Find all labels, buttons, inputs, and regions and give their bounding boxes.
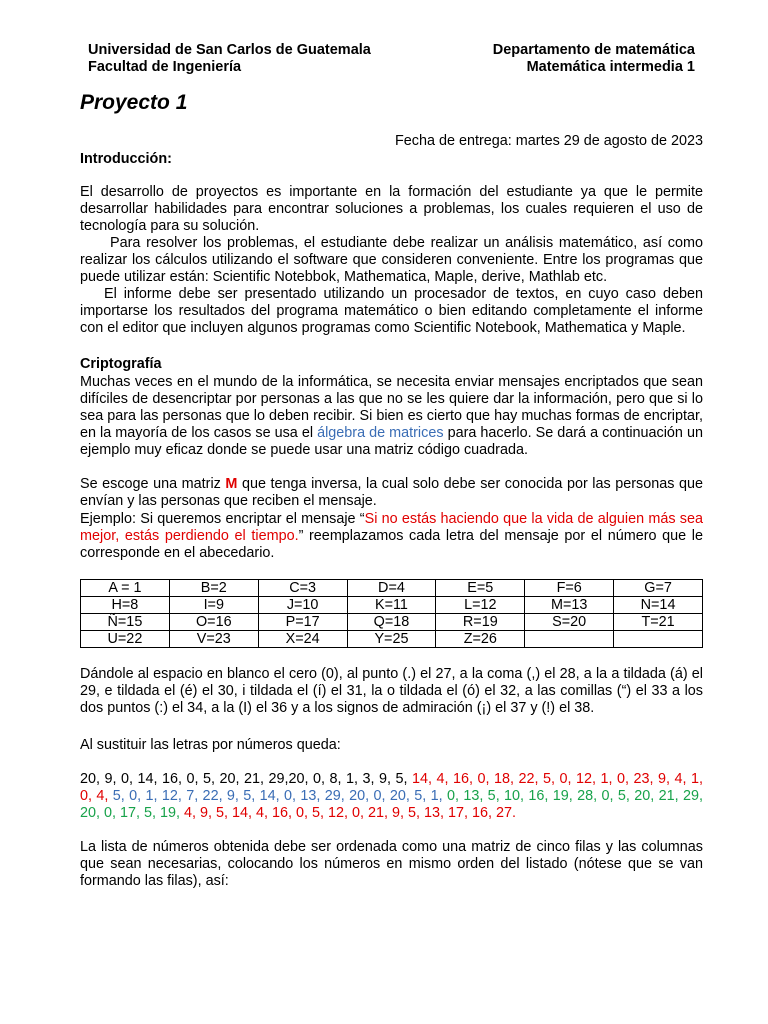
intro-paragraph-3: El informe debe ser presentado utilizando un procesador de textos, en cuyo caso deben importarse los resultados del programa matemático o bien editando completamente el informe con el editor que incluyen algunos programas como Scientific Notebook, Mathematica y Maple. (80, 286, 703, 336)
alphabet-cell: L=12 (436, 597, 525, 614)
number-segment: 4, 9, 5, 14, 4, 16, 0, 5, 12, 0, 21, 9, 5, 13, 17, 16, 27. (184, 805, 517, 821)
alphabet-cell: Z=26 (436, 631, 525, 648)
alphabet-cell (525, 631, 614, 648)
alphabet-cell: O=16 (169, 614, 258, 631)
intro-heading: Introducción: (80, 151, 172, 167)
substitute-intro: Al sustituir las letras por números queda: (80, 737, 341, 753)
header-right (493, 42, 695, 75)
alphabet-cell (614, 631, 703, 648)
alphabet-cell: U=22 (81, 631, 170, 648)
encoded-number-list (80, 771, 703, 822)
alphabet-row (81, 614, 703, 631)
university-name: Universidad de San Carlos de Guatemala (88, 42, 371, 58)
crypto-p2-text-b: que tenga inversa, la cual solo debe ser conocida por las personas que envían y las personas que reciben el mensaje. (80, 476, 703, 509)
alphabet-row (81, 631, 703, 648)
alphabet-cell: I=9 (169, 597, 258, 614)
faculty-name: Facultad de Ingeniería (88, 58, 242, 75)
alphabet-cell: F=6 (525, 580, 614, 597)
alphabet-cell: B=2 (169, 580, 258, 597)
alphabet-cell: Ñ=15 (81, 614, 170, 631)
alphabet-cell: Q=18 (347, 614, 436, 631)
alphabet-cell: G=7 (614, 580, 703, 597)
alphabet-cell: K=11 (347, 597, 436, 614)
header-left (88, 42, 371, 75)
number-segment: 14, 4, 16, 0, 18, 22, 5, 0, 12, 1, 0, 23, 9, 4, 1, 0, 4, (80, 771, 703, 804)
crypto-p1-text-a: Muchas veces en el mundo de la informática, se necesita enviar mensajes encriptados que sean difíciles de desencriptar por personas a las que no se les quiere dar la información, pero que si lo sea para las personas que lo deben recibir. Si bien es cierto que hay muchas formas de encriptar, en la mayoría de los casos se usa el (80, 374, 703, 441)
alphabet-cell: C=3 (258, 580, 347, 597)
alphabet-cell: T=21 (614, 614, 703, 631)
matrix-m-symbol: M (225, 476, 238, 492)
alphabet-cell: X=24 (258, 631, 347, 648)
crypto-paragraph-1 (80, 374, 703, 459)
crypto-p2-text-a: Se escoge una matriz (80, 476, 226, 492)
alphabet-cell: N=14 (614, 597, 703, 614)
crypto-p3-text-a: Ejemplo: Si queremos encriptar el mensaje “ (80, 511, 365, 527)
alphabet-table (80, 579, 703, 648)
example-message: Si no estás haciendo que la vida de alguien más sea mejor, estás perdiendo el tiempo. (80, 511, 704, 544)
matrix-algebra-link[interactable]: álgebra de matrices (317, 425, 444, 441)
alphabet-cell: S=20 (525, 614, 614, 631)
final-paragraph: La lista de números obtenida debe ser ordenada como una matriz de cinco filas y las columnas que sean necesarias, colocando los números en mismo orden del listado (nótese que se van formando las filas), así: (80, 839, 703, 889)
alphabet-cell: R=19 (436, 614, 525, 631)
intro-paragraph-2: Para resolver los problemas, el estudiante debe realizar un análisis matemático, así como realizar los cálculos utilizando el software que consideren conveniente. Entre los programas que puede utilizar están: Scientific Notebbok, Mathematica, Maple, derive, Mathlab etc. (80, 235, 703, 285)
crypto-p3-text-b: ” reemplazamos cada letra del mensaje por el número que le corresponde en el abecedario. (80, 528, 704, 561)
alphabet-cell: H=8 (81, 597, 170, 614)
due-date: Fecha de entrega: martes 29 de agosto de 2023 (394, 133, 703, 149)
page-title: Proyecto 1 (80, 91, 188, 114)
alphabet-row (81, 580, 703, 597)
alphabet-cell: D=4 (347, 580, 436, 597)
alphabet-cell: E=5 (436, 580, 525, 597)
alphabet-row (81, 597, 703, 614)
alphabet-cell: A = 1 (81, 580, 170, 597)
crypto-heading: Criptografía (80, 356, 162, 372)
alphabet-cell: P=17 (258, 614, 347, 631)
alphabet-cell: J=10 (258, 597, 347, 614)
number-segment: 20, 9, 0, 14, 16, 0, 5, 20, 21, 29,20, 0, 8, 1, 3, 9, 5, (80, 771, 412, 787)
crypto-paragraph-2 (80, 476, 703, 510)
alphabet-cell: Y=25 (347, 631, 436, 648)
crypto-paragraph-3 (80, 511, 703, 562)
number-segment: 5, 0, 1, 12, 7, 22, 9, 5, 14, 0, 13, 29, 20, 0, 20, 5, 1, (112, 788, 447, 804)
alphabet-cell: M=13 (525, 597, 614, 614)
intro-paragraph-1: El desarrollo de proyectos es importante en la formación del estudiante ya que le permite desarrollar habilidades para encontrar soluciones a problemas, los cuales requieren el uso de tecnología para su solución. (80, 184, 703, 234)
number-segment: 0, 13, 5, 10, 16, 19, 28, 0, 5, 20, 21, 29, 20, 0, 17, 5, 19, (80, 788, 703, 821)
encoding-rules-paragraph: Dándole al espacio en blanco el cero (0), al punto (.) el 27, a la coma (,) el 28, a la a tildada (á) el 29, e tildada el (é) el 30, i tildada el (í) el 31, la o tildada el (ó) el 32, a las comillas (“) el 33 a los dos puntos (:) el 34, a la (I) el 36 y a los signos de admiración (¡) el 37 y (!) el 38. (80, 666, 703, 716)
crypto-p1-text-b: para hacerlo. Se dará a continuación un ejemplo muy eficaz donde se puede usar una matriz código cuadrada. (80, 425, 703, 458)
course-name: Matemática intermedia 1 (526, 58, 695, 75)
department-name: Departamento de matemática (492, 42, 695, 58)
alphabet-cell: V=23 (169, 631, 258, 648)
